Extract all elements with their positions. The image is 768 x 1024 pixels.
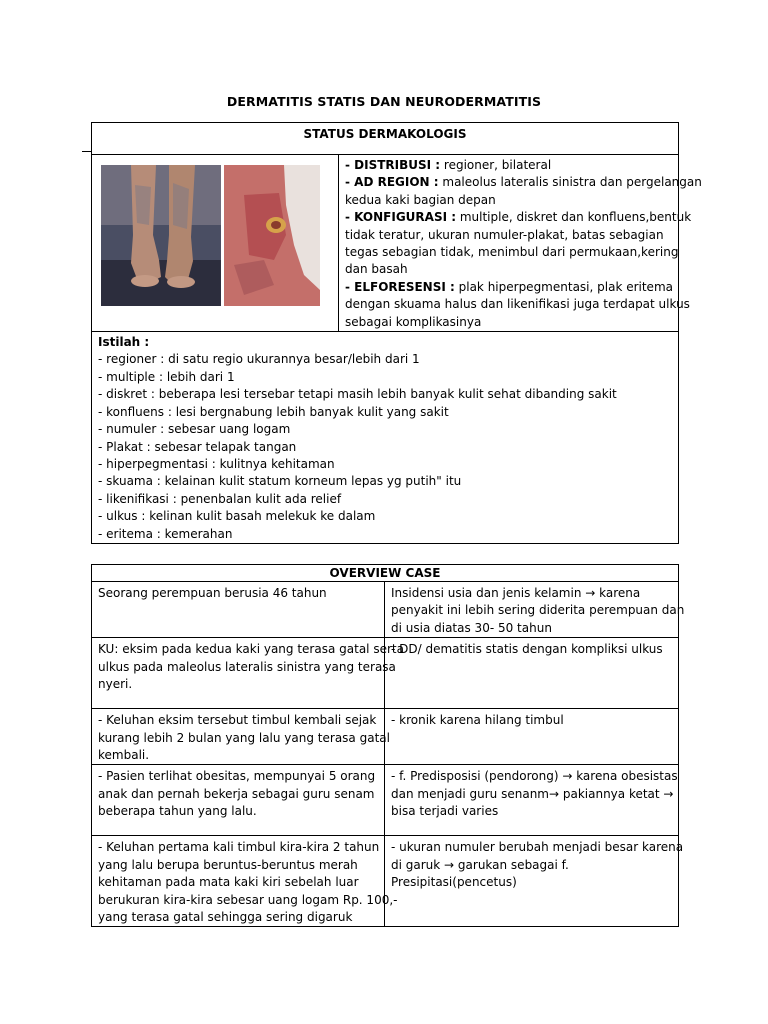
- status-line-text: dengan skuama halus dan likenifikasi juga terdapat ulkus: [345, 297, 690, 312]
- cell-line: kehitaman pada mata kaki kiri sebelah luar: [98, 875, 359, 890]
- cell-line: - DD/ dematitis statis dengan kompliksi ulkus: [391, 642, 663, 657]
- feet-photo: [101, 165, 221, 306]
- cell-line: anak dan pernah bekerja sebagai guru senam: [98, 786, 375, 801]
- status-line-text: plak hiperpegmentasi, plak eritema: [454, 279, 673, 294]
- status-line-text: multiple, diskret dan konfluens,bentuk: [456, 210, 692, 225]
- overview-case-table: [91, 564, 685, 927]
- glossary-item: - ulkus : kelinan kulit basah melekuk ke dalam: [98, 509, 376, 524]
- case-analysis-cell: [385, 638, 679, 709]
- case-analysis-cell: [385, 836, 684, 927]
- status-line-text: sebagai komplikasinya: [345, 314, 482, 329]
- case-finding-cell: [92, 836, 398, 927]
- status-line-text: tidak teratur, ukuran numuler-plakat, batas sebagian: [345, 227, 664, 242]
- glossary-item: - numuler : sebesar uang logam: [98, 422, 291, 437]
- cell-line: - Keluhan pertama kali timbul kira-kira 2 tahun: [98, 840, 380, 855]
- cell-line: yang lalu berupa beruntus-beruntus merah: [98, 857, 358, 872]
- overview-table-header: OVERVIEW CASE: [92, 565, 679, 582]
- glossary-item: - konfluens : lesi bergnabung lebih banyak kulit yang sakit: [98, 404, 449, 419]
- glossary-item: - diskret : beberapa lesi tersebar tetapi masih lebih banyak kulit sehat dibanding sakit: [98, 387, 617, 402]
- status-line: [345, 157, 672, 174]
- case-analysis-cell: [385, 582, 685, 638]
- case-finding-cell: [92, 709, 390, 765]
- case-finding-cell: [92, 765, 385, 836]
- case-finding-cell: [92, 582, 385, 638]
- cell-line: KU: eksim pada kedua kaki yang terasa gatal serta: [98, 642, 404, 657]
- status-line: [345, 209, 692, 226]
- status-line: [345, 192, 672, 209]
- status-line: [345, 296, 690, 313]
- status-line-text: dan basah: [345, 262, 408, 277]
- cell-line: kembali.: [98, 748, 150, 763]
- cell-line: - kronik karena hilang timbul: [391, 713, 564, 728]
- glossary-item: - Plakat : sebesar telapak tangan: [98, 439, 297, 454]
- status-line-text: maleolus lateralis sinistra dan pergelangan: [438, 175, 702, 190]
- cell-line: dan menjadi guru senanm→ pakiannya ketat →: [391, 786, 674, 801]
- ulcer-photo: [224, 165, 320, 306]
- cell-line: penyakit ini lebih sering diderita perempuan dan: [391, 603, 685, 618]
- status-line: [345, 261, 672, 278]
- status-line: [345, 244, 679, 261]
- status-line: [345, 174, 702, 191]
- status-line: [345, 279, 672, 296]
- glossary-item: - multiple : lebih dari 1: [98, 369, 235, 384]
- photo-cell: [92, 155, 339, 332]
- cell-line: di garuk → garukan sebagai f.: [391, 857, 569, 872]
- status-line: [345, 227, 672, 244]
- status-line-label: - AD REGION :: [345, 175, 439, 190]
- case-finding-cell: [92, 638, 404, 709]
- status-line-label: - ELFORESENSI :: [345, 279, 455, 294]
- cell-line: berukuran kira-kira sebesar uang logam Rp. 100,-: [98, 892, 398, 907]
- glossary-title: Istilah :: [98, 335, 150, 350]
- table-row: [92, 638, 679, 709]
- case-analysis-cell: [385, 765, 679, 836]
- cell-line: di usia diatas 30- 50 tahun: [391, 620, 552, 635]
- cell-line: Presipitasi(pencetus): [391, 875, 517, 890]
- table-row: [92, 582, 679, 638]
- status-line: [345, 314, 672, 331]
- status-line-label: - KONFIGURASI :: [345, 210, 457, 225]
- cell-line: beberapa tahun yang lalu.: [98, 804, 257, 819]
- cell-line: - Pasien terlihat obesitas, mempunyai 5 orang: [98, 769, 376, 784]
- status-line-label: - DISTRIBUSI :: [345, 158, 441, 172]
- cell-line: - Keluhan eksim tersebut timbul kembali sejak: [98, 713, 377, 728]
- status-table-header: STATUS DERMAKOLOGIS: [92, 123, 679, 155]
- table-row: [92, 709, 679, 765]
- cell-line: ulkus pada maleolus lateralis sinistra yang terasa: [98, 659, 396, 674]
- status-description: [339, 155, 702, 332]
- document-title: DERMATITIS STATIS DAN NEURODERMATITIS: [226, 94, 542, 109]
- status-line-text: regioner, bilateral: [440, 158, 552, 172]
- glossary-item: - regioner : di satu regio ukurannya besar/lebih dari 1: [98, 352, 420, 367]
- cell-line: kurang lebih 2 bulan yang lalu yang terasa gatal: [98, 730, 390, 745]
- glossary-item: - eritema : kemerahan: [98, 526, 233, 541]
- status-line-text: tegas sebagian tidak, menimbul dari permukaan,kering: [345, 245, 679, 260]
- cell-line: yang terasa gatal sehingga sering digaruk: [98, 910, 353, 925]
- glossary-item: - likenifikasi : penenbalan kulit ada relief: [98, 491, 342, 506]
- cell-line: bisa terjadi varies: [391, 804, 499, 819]
- cell-line: - ukuran numuler berubah menjadi besar karena: [391, 840, 684, 855]
- glossary-cell: [92, 332, 679, 544]
- table-row: [92, 836, 679, 927]
- glossary-item: - hiperpegmentasi : kulitnya kehitaman: [98, 456, 335, 471]
- case-analysis-cell: [385, 709, 679, 765]
- status-dermatologis-table: [91, 122, 702, 544]
- cell-line: Insidensi usia dan jenis kelamin → karena: [391, 586, 641, 600]
- status-line-text: kedua kaki bagian depan: [345, 192, 496, 207]
- glossary-item: - skuama : kelainan kulit statum korneum lepas yg putih" itu: [98, 474, 462, 489]
- cell-line: nyeri.: [98, 677, 133, 692]
- table-row: [92, 765, 679, 836]
- table-edge-mark: [82, 151, 91, 152]
- cell-line: - f. Predisposisi (pendorong) → karena obesistas: [391, 769, 678, 784]
- cell-line: Seorang perempuan berusia 46 tahun: [98, 586, 327, 600]
